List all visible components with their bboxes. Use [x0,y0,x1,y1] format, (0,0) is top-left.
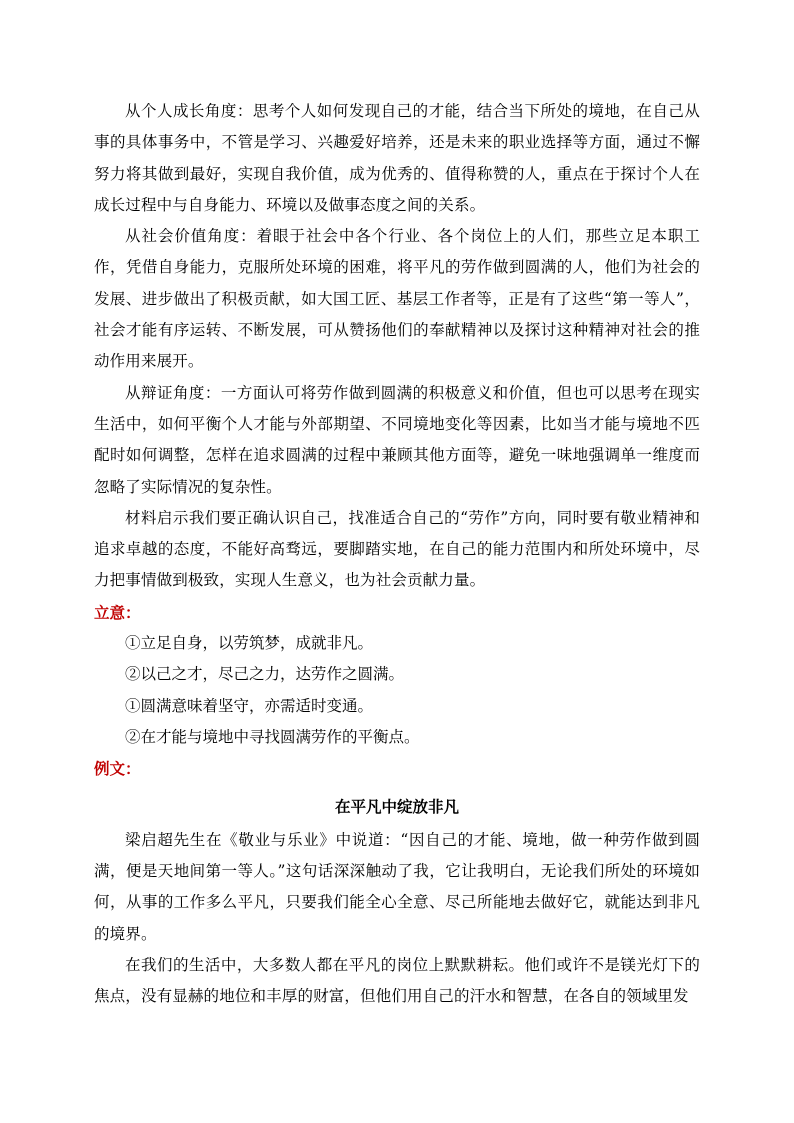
lityi-point: ①圆满意味着坚守，亦需适时变通。 [125,696,374,715]
essay-title: 在平凡中绽放非凡 [334,796,459,816]
lityi-label: 立意： [94,602,141,622]
document-page [94,96,700,1013]
inspiration-paragraph: 材料启示我们要正确认识自己，找准适合自己的“劳作”方向，同时要有敬业精神和追求卓越的态度，不能好高骛远，要脚踏实地，在自己的能力范围内和所处环境中，尽力把事情做到极致，实现人生意义，也为社会贡献力量。 [94,508,700,590]
lityi-point: ②在才能与境地中寻找圆满劳作的平衡点。 [125,727,420,746]
analysis-social-paragraph: 从社会价值角度：着眼于社会中各个行业、各个岗位上的人们，那些立足本职工作，凭借自身能力，克服所处环境的困难，将平凡的劳作做到圆满的人，他们为社会的发展、进步做出了积极贡献，如大国工匠、基层工作者等，正是有了这些“第一等人”，社会才能有序运转、不断发展，可从赞扬他们的奉献精神以及探讨这种精神对社会的推动作用来展开。 [94,227,700,371]
analysis-personal-paragraph: 从个人成长角度：思考个人如何发现自己的才能，结合当下所处的境地，在自己从事的具体事务中，不管是学习、兴趣爱好培养，还是未来的职业选择等方面，通过不懈努力将其做到最好，实现自我价值，成为优秀的、值得称赞的人，重点在于探讨个人在成长过程中与自身能力、环境以及做事态度之间的关系。 [94,102,700,214]
essay-label: 例文： [94,759,141,779]
essay-paragraph: 在我们的生活中，大多数人都在平凡的岗位上默默耕耘。他们或许不是镁光灯下的焦点，没有显赫的地位和丰厚的财富，但他们用自己的汗水和智慧，在各自的领域里发 [94,956,700,1006]
essay-paragraph: 梁启超先生在《敬业与乐业》中说道：“因自己的才能、境地，做一种劳作做到圆满，便是天地间第一等人。”这句话深深触动了我，它让我明白，无论我们所处的环境如何，从事的工作多么平凡，只要我们能全心全意、尽己所能地去做好它，就能达到非凡的境界。 [94,830,700,943]
lityi-point: ①立足自身，以劳筑梦，成就非凡。 [125,634,374,653]
analysis-dialectic-paragraph: 从辩证角度：一方面认可将劳作做到圆满的积极意义和价值，但也可以思考在现实生活中，如何平衡个人才能与外部期望、不同境地变化等因素，比如当才能与境地不匹配时如何调整，怎样在追求圆满的过程中兼顾其他方面等，避免一味地强调单一维度而忽略了实际情况的复杂性。 [94,383,700,496]
lityi-point: ②以己之才，尽己之力，达劳作之圆满。 [125,665,405,684]
